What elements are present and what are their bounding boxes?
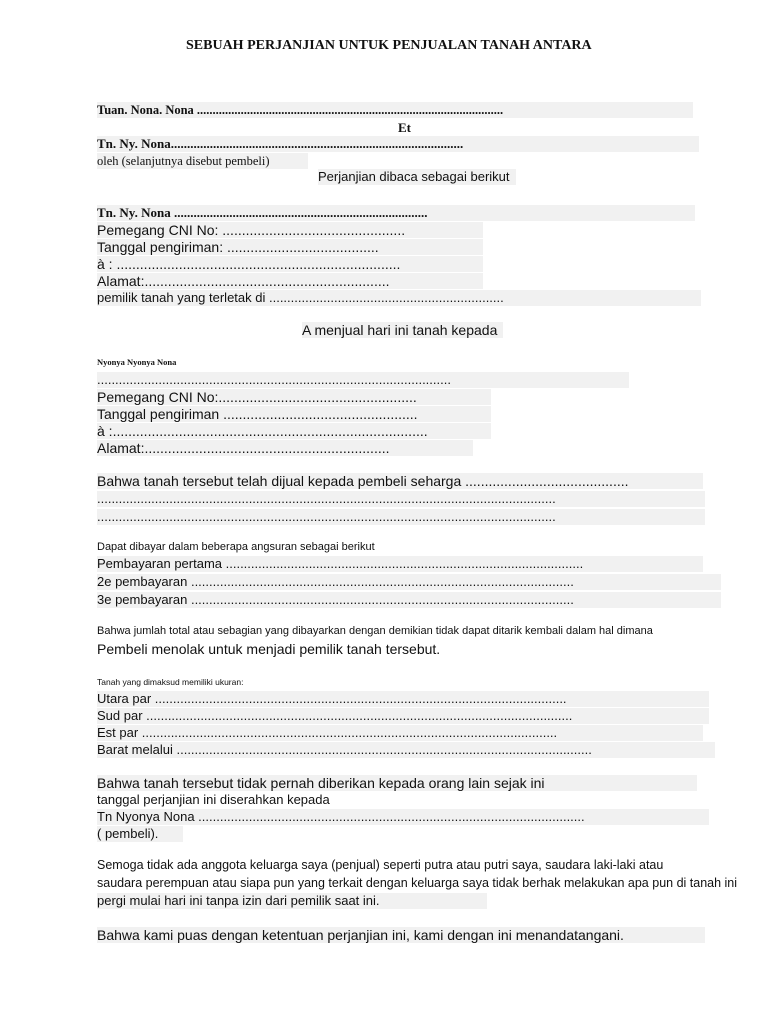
- seller-cni-line: Pemegang CNI No: ...............................................: [97, 222, 483, 238]
- party1-line: Tuan. Nona. Nona ..................................................................................................: [97, 102, 693, 118]
- price-line: Bahwa tanah tersebut telah dijual kepada pembeli seharga ..........................................: [97, 473, 703, 489]
- buyer-address-line: Alamat:...............................................................: [97, 440, 473, 456]
- refund-clause: Bahwa jumlah total atau sebagian yang dibayarkan dengan demikian tidak dapat ditarik kembali dalam hal dimana: [97, 625, 653, 637]
- buyer-a-line: à :.................................................................................: [97, 423, 491, 439]
- transfer-line-2: tanggal perjanjian ini diserahkan kepada: [97, 792, 330, 807]
- document-title: SEBUAH PERJANJIAN UNTUK PENJUALAN TANAH ANTARA: [186, 38, 592, 53]
- north-line: Utara par ..................................................................................................................: [97, 691, 709, 707]
- seller-address-line: Alamat:...............................................................: [97, 273, 483, 289]
- first-payment-line: Pembayaran pertama ...................................................................................................: [97, 556, 703, 572]
- transfer-line-1: Bahwa tanah tersebut tidak pernah diberikan kepada orang lain sejak ini: [97, 775, 697, 791]
- west-line: Barat melalui ...................................................................................................................: [97, 742, 715, 758]
- transfer-line-4: ( pembeli).: [97, 826, 183, 842]
- seller-name-line: Tn. Ny. Nona ..............................................................................: [97, 205, 695, 221]
- family-line-2: saudara perempuan atau siapa pun yang terkait dengan keluarga saya tidak berhak melakukan apa pun di tanah ini: [97, 876, 738, 890]
- seller-a-line: à : .........................................................................: [97, 256, 483, 272]
- east-line: Est par ...................................................................................................................: [97, 725, 703, 741]
- seller-owner-line: pemilik tanah yang terletak di .................................................................: [97, 290, 701, 306]
- transfer-line-3: Tn Nyonya Nona ...........................................................................................................: [97, 809, 709, 825]
- closing-statement: Bahwa kami puas dengan ketentuan perjanjian ini, kami dengan ini menandatangani.: [97, 927, 705, 943]
- buyer-label: Nyonya Nyonya Nona: [97, 357, 177, 367]
- refusal-clause: Pembeli menolak untuk menjadi pemilik tanah tersebut.: [97, 641, 441, 657]
- buyer-dots-line: ..................................................................................................: [97, 372, 629, 388]
- buyer-sent-line: Tanggal pengiriman ..................................................: [97, 406, 491, 422]
- price-dots-line-3: ...............................................................................................................................: [97, 509, 705, 525]
- et-label: Et: [398, 120, 411, 135]
- seller-sent-line: Tanggal pengiriman: .......................................: [97, 239, 483, 255]
- second-payment-line: 2e pembayaran ..........................................................................................................: [97, 574, 721, 590]
- sells-text: A menjual hari ini tanah kepada: [302, 322, 503, 338]
- family-line-1: Semoga tidak ada anggota keluarga saya (penjual) seperti putra atau putri saya, saudara laki-laki atau: [97, 858, 664, 872]
- intro-text: Perjanjian dibaca sebagai berikut: [318, 169, 516, 185]
- third-payment-line: 3e pembayaran ..........................................................................................................: [97, 592, 721, 608]
- south-line: Sud par ......................................................................................................................: [97, 708, 709, 724]
- family-line-3: pergi mulai hari ini tanpa izin dari pemilik saat ini.: [97, 893, 487, 909]
- price-dots-line-2: ...............................................................................................................................: [97, 491, 705, 507]
- buyer-referred-text: oleh (selanjutnya disebut pembeli): [97, 153, 308, 169]
- party1-line2: Tn. Ny. Nona..........................................................................................: [97, 136, 699, 152]
- buyer-cni-line: Pemegang CNI No:...................................................: [97, 389, 491, 405]
- installments-label: Dapat dibayar dalam beberapa angsuran sebagai berikut: [97, 541, 375, 553]
- size-label: Tanah yang dimaksud memiliki ukuran:: [97, 677, 244, 687]
